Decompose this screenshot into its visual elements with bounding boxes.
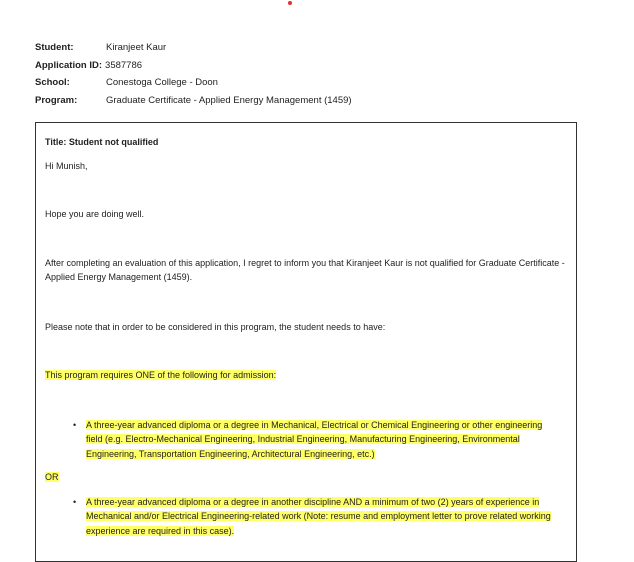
requirement-intro <box>45 368 567 383</box>
program-value: Graduate Certificate - Applied Energy Management (1459) <box>106 94 352 106</box>
message-card <box>35 122 577 562</box>
requirement-item <box>45 418 567 462</box>
requirement-list-1 <box>45 418 567 462</box>
student-value: Kiranjeet Kaur <box>106 42 167 53</box>
greeting: Hi Munish, <box>45 160 88 171</box>
requirement-text: A three-year advanced diploma or a degree in another discipline AND a minimum of two (2) years of experience in Mechanical and/or Electrical Engineering-related work (Note: resume and employment letter to prove related working experience are required in this case). <box>86 496 551 536</box>
requirement-list-2 <box>45 495 567 539</box>
message-title-label: Title: <box>45 137 67 147</box>
program-label: Program: <box>35 94 78 106</box>
bullet-icon: • <box>73 419 77 430</box>
student-label: Student: <box>35 42 74 53</box>
school-row <box>35 74 352 92</box>
requirement-intro-text: This program requires ONE of the following for admission: <box>45 370 277 380</box>
application-id-value: 3587786 <box>105 59 143 71</box>
note-text: Please note that in order to be considered in this program, the student needs to have: <box>45 321 386 332</box>
or-separator <box>45 470 567 485</box>
student-row <box>35 39 352 57</box>
program-row <box>35 92 352 110</box>
requirement-text: A three-year advanced diploma or a degree in Mechanical, Electrical or Chemical Engineering or other engineering field (e.g. Electro-Mechanical Engineering, Industrial Engineering, Manufacturing Engineering, Environmental Engineering, Transportation Engineering, Architectural Engineering, etc.) <box>86 419 543 459</box>
bullet-icon: • <box>73 496 77 507</box>
evaluation-text: After completing an evaluation of this application, I regret to inform you that Kiranjeet Kaur is not qualified for Graduate Certificate - Applied Energy Management (1459). <box>45 257 565 282</box>
red-dot-marker <box>288 1 292 5</box>
or-text: OR <box>45 472 59 482</box>
application-id-label: Application ID: <box>35 59 103 71</box>
student-info <box>35 39 352 109</box>
message-title <box>45 135 567 150</box>
wellwish-text: Hope you are doing well. <box>45 209 145 219</box>
requirement-item <box>45 495 567 539</box>
school-label: School: <box>35 77 70 88</box>
school-value: Conestoga College - Doon <box>106 77 218 88</box>
message-title-value: Student not qualified <box>68 137 159 147</box>
application-id-row <box>35 57 352 75</box>
